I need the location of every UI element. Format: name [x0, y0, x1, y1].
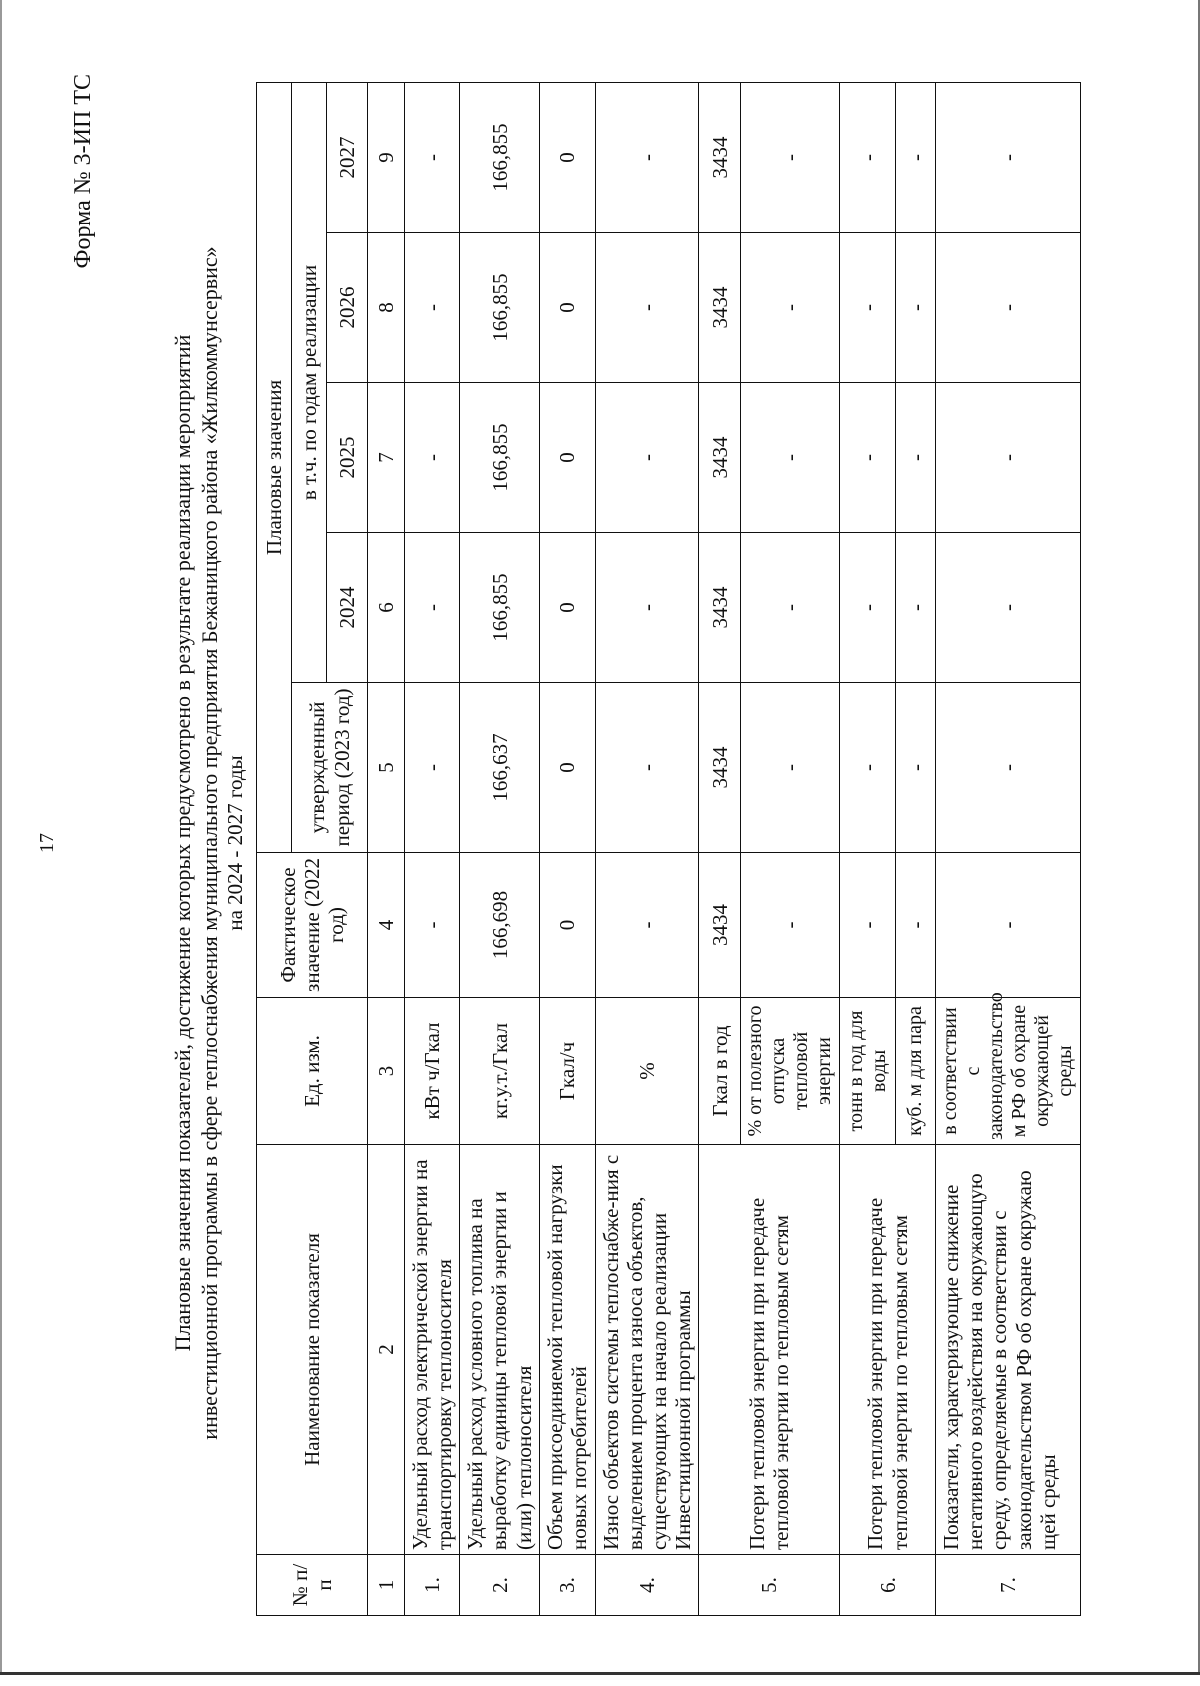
- row-2025: -: [896, 383, 936, 533]
- row-actual: -: [936, 853, 1081, 998]
- row-actual: 0: [540, 853, 595, 998]
- col-index: 5: [368, 683, 405, 853]
- row-num: 7.: [936, 1555, 1081, 1616]
- row-num: 4.: [595, 1555, 699, 1616]
- col-index: 9: [368, 82, 405, 232]
- row-actual: -: [595, 853, 699, 998]
- row-2027: 166,855: [460, 82, 540, 232]
- row-2025: -: [405, 383, 460, 533]
- row-num: 6.: [840, 1555, 936, 1616]
- header-actual: Фактическое значение (2022 год): [257, 853, 368, 998]
- col-index: 2: [368, 1145, 405, 1555]
- row-2027: -: [741, 82, 840, 232]
- col-index: 1: [368, 1555, 405, 1616]
- row-2025: -: [840, 383, 896, 533]
- row-2027: -: [405, 82, 460, 232]
- row-name: Удельный расход электрической энергии на транспортировку теплоносителя: [405, 1145, 460, 1555]
- table-row: [405, 82, 460, 1615]
- header-2025: 2025: [327, 383, 368, 533]
- row-actual: 166,698: [460, 853, 540, 998]
- row-approved: -: [741, 683, 840, 853]
- header-by-years: в т.ч. по годам реализации: [292, 82, 327, 682]
- row-2024: 0: [540, 533, 595, 683]
- row-name: Потери тепловой энергии при передаче тепловой энергии по тепловым сетям: [699, 1145, 840, 1555]
- row-name: Объем присоединяемой тепловой нагрузки новых потребителей: [540, 1145, 595, 1555]
- col-index: 3: [368, 998, 405, 1145]
- table-row: [699, 82, 741, 1615]
- row-approved: 0: [540, 683, 595, 853]
- row-actual: -: [840, 853, 896, 998]
- row-2027: 0: [540, 82, 595, 232]
- row-2024: -: [840, 533, 896, 683]
- table-row: [595, 82, 699, 1615]
- row-2025: 3434: [699, 383, 741, 533]
- header-name: Наименование показателя: [257, 1145, 368, 1555]
- row-2024: 3434: [699, 533, 741, 683]
- row-approved: 3434: [699, 683, 741, 853]
- row-unit: в соответствии с законодательство м РФ об охране окружающей среды: [936, 998, 1081, 1145]
- row-2026: -: [896, 233, 936, 383]
- row-2027: -: [936, 82, 1081, 232]
- row-2024: -: [936, 533, 1081, 683]
- col-index: 4: [368, 853, 405, 998]
- row-unit: Гкал в год: [699, 998, 741, 1145]
- row-2025: 0: [540, 383, 595, 533]
- table-row: [460, 82, 540, 1615]
- header-approved: утвержденный период (2023 год): [292, 683, 368, 853]
- table-row: [840, 82, 896, 1615]
- form-label: Форма № 3-ИП ТС: [70, 74, 96, 269]
- row-2025: -: [741, 383, 840, 533]
- col-index: 6: [368, 533, 405, 683]
- row-actual: -: [741, 853, 840, 998]
- row-2024: 166,855: [460, 533, 540, 683]
- row-2026: -: [936, 233, 1081, 383]
- col-index: 7: [368, 383, 405, 533]
- header-num: № п/п: [257, 1555, 368, 1616]
- row-2027: -: [595, 82, 699, 232]
- row-approved: -: [936, 683, 1081, 853]
- row-2024: -: [741, 533, 840, 683]
- row-unit: тонн в год для воды: [840, 998, 896, 1145]
- row-approved: -: [405, 683, 460, 853]
- table-row: [540, 82, 595, 1615]
- header-2027: 2027: [327, 82, 368, 232]
- row-2026: -: [595, 233, 699, 383]
- document-title-line-2: инвестиционной программы в сфере теплоснабжения муниципального предприятия Бежаницкого района «Жилкоммунсервис»: [197, 246, 222, 1440]
- table-row: [936, 82, 1081, 1615]
- row-2024: -: [405, 533, 460, 683]
- header-unit: Ед. изм.: [257, 998, 368, 1145]
- row-2024: -: [896, 533, 936, 683]
- row-2025: 166,855: [460, 383, 540, 533]
- page-number: 17: [36, 833, 58, 853]
- row-2025: -: [595, 383, 699, 533]
- row-2027: -: [840, 82, 896, 232]
- header-2024: 2024: [327, 533, 368, 683]
- row-unit: куб. м для пара: [896, 998, 936, 1145]
- row-num: 1.: [405, 1555, 460, 1616]
- row-2027: 3434: [699, 82, 741, 232]
- row-actual: -: [405, 853, 460, 998]
- header-plan: Плановые значения: [257, 82, 292, 852]
- row-2025: -: [936, 383, 1081, 533]
- row-2026: 3434: [699, 233, 741, 383]
- document-title-line-3: на 2024 - 2027 годы: [223, 755, 247, 931]
- row-approved: -: [840, 683, 896, 853]
- header-2026: 2026: [327, 233, 368, 383]
- row-approved: -: [595, 683, 699, 853]
- row-2026: 0: [540, 233, 595, 383]
- row-2026: 166,855: [460, 233, 540, 383]
- row-2027: -: [896, 82, 936, 232]
- row-name: Показатели, характеризующие снижение негативного воздействия на окружающую среду, определяемые в соответствии с законодательством РФ об охране окружаю щей среды: [936, 1145, 1081, 1555]
- row-unit: кВт ч/Гкал: [405, 998, 460, 1145]
- row-name: Удельный расход условного топлива на выработку единицы тепловой энергии и (или) теплоносителя: [460, 1145, 540, 1555]
- document-title-line-1: Плановые значения показателей, достижение которых предусмотрено в результате реализации мероприятий: [170, 334, 195, 1352]
- row-approved: -: [896, 683, 936, 853]
- row-2026: -: [840, 233, 896, 383]
- row-name: Износ объектов системы теплоснабже-ния с выделением процента износа объектов, существующих на начало реализации Инвестиционной программы: [595, 1145, 699, 1555]
- row-num: 5.: [699, 1555, 840, 1616]
- row-approved: 166,637: [460, 683, 540, 853]
- row-actual: 3434: [699, 853, 741, 998]
- row-actual: -: [896, 853, 936, 998]
- row-unit: Гкал/ч: [540, 998, 595, 1145]
- row-2024: -: [595, 533, 699, 683]
- row-2026: -: [741, 233, 840, 383]
- row-num: 2.: [460, 1555, 540, 1616]
- row-unit: кг.у.т./Гкал: [460, 998, 540, 1145]
- row-2026: -: [405, 233, 460, 383]
- indicators-table: [256, 82, 1081, 1616]
- col-index: 8: [368, 233, 405, 383]
- row-unit: % от полезного отпуска тепловой энергии: [741, 998, 840, 1145]
- row-name: Потери тепловой энергии при передаче тепловой энергии по тепловым сетям: [840, 1145, 936, 1555]
- row-unit: %: [595, 998, 699, 1145]
- row-num: 3.: [540, 1555, 595, 1616]
